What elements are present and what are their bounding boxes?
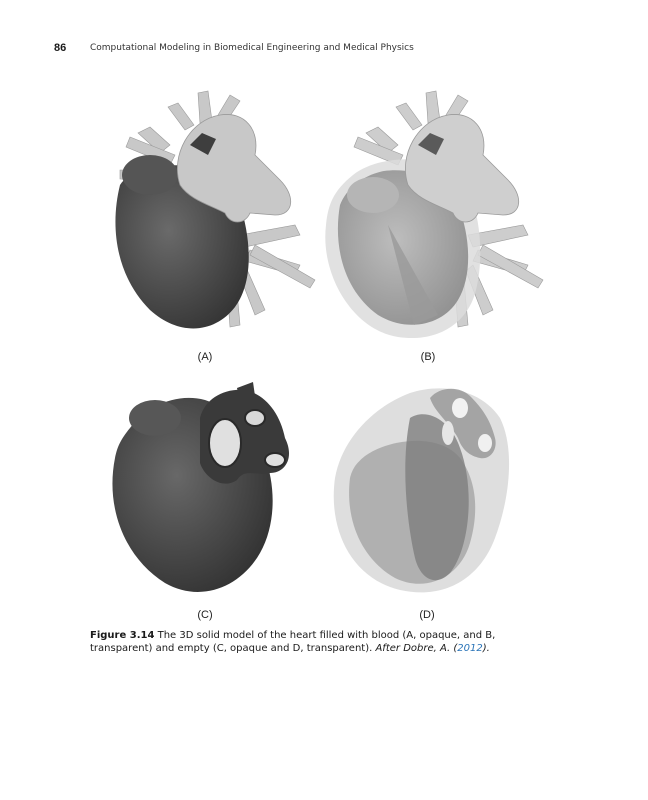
figure-panel-d <box>330 378 530 621</box>
heart-transparent-filled-image <box>318 75 548 350</box>
running-title: Computational Modeling in Biomedical Engineering and Medical Physics <box>90 43 414 53</box>
caption-attribution: After Dobre, A. ( <box>375 643 458 654</box>
figure-panel-a <box>90 75 320 363</box>
panel-label-c: (C) <box>197 609 213 621</box>
page-number: 86 <box>54 42 67 54</box>
running-header <box>54 42 614 56</box>
caption-attribution-close: ). <box>482 643 490 654</box>
heart-transparent-empty-image <box>330 378 530 600</box>
panel-label-b: (B) <box>420 351 436 363</box>
figure-panel-b <box>318 75 548 363</box>
panel-label-d: (D) <box>419 609 435 621</box>
citation-year-link[interactable]: 2012 <box>457 643 483 654</box>
heart-opaque-filled-image <box>90 75 320 350</box>
panel-label-a: (A) <box>197 351 213 363</box>
figure-panel-c <box>105 378 305 621</box>
caption-text: The 3D solid model of the heart filled with blood (A, opaque, and B, transparent) and empty (C, opaque and D, transparent). <box>90 630 496 654</box>
figure-caption <box>90 629 560 655</box>
figure-number: Figure 3.14 <box>90 630 155 641</box>
heart-opaque-empty-image <box>105 378 305 600</box>
